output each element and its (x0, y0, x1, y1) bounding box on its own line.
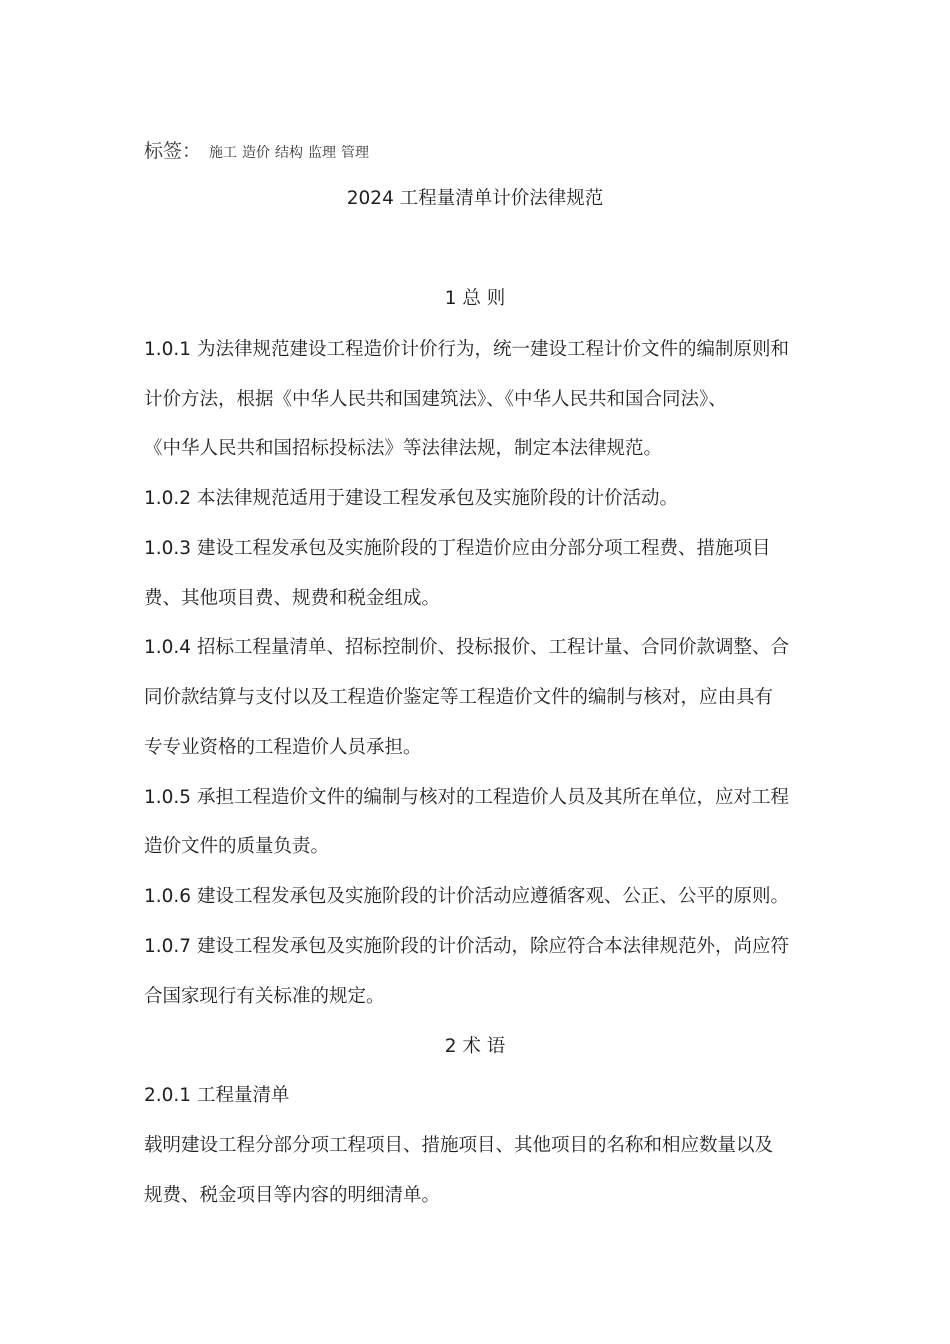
paragraph-line: 《中华人民共和国招标投标法》等法律法规，制定本法律规范。 (144, 438, 663, 459)
tag-item[interactable]: 监理 (308, 145, 337, 161)
section-heading: 2 术 语 (444, 1036, 506, 1057)
paragraph-line: 1.0.1 为法律规范建设工程造价计价行为，统一建设工程计价文件的编制原则和 (144, 339, 789, 360)
paragraph-line: 计价方法，根据《中华人民共和国建筑法》、《中华人民共和国合同法》、 (144, 389, 727, 410)
document-title: 2024 工程量清单计价法律规范 (346, 188, 604, 209)
paragraph-line: 载明建设工程分部分项工程项目、措施项目、其他项目的名称和相应数量以及 (144, 1135, 774, 1156)
tag-item[interactable]: 结构 (275, 145, 304, 161)
paragraph-line: 造价文件的质量负责。 (144, 836, 330, 857)
paragraph-line: 专专业资格的工程造价人员承担。 (144, 737, 422, 758)
paragraph-line: 1.0.3 建设工程发承包及实施阶段的丁程造价应由分部分项工程费、措施项目 (144, 538, 771, 559)
tags-label: 标签： (144, 140, 202, 162)
paragraph-line: 同价款结算与支付以及工程造价鉴定等工程造价文件的编制与核对，应由具有 (144, 687, 774, 708)
tag-item[interactable]: 造价 (242, 145, 271, 161)
paragraph-line: 1.0.5 承担工程造价文件的编制与核对的工程造价人员及其所在单位，应对工程 (144, 787, 789, 808)
paragraph-line: 费、其他项目费、规费和税金组成。 (144, 588, 441, 609)
paragraph-line: 1.0.6 建设工程发承包及实施阶段的计价活动应遵循客观、公正、公平的原则。 (144, 886, 789, 907)
tags-row (144, 136, 374, 164)
paragraph-line: 1.0.7 建设工程发承包及实施阶段的计价活动，除应符合本法律规范外，尚应符 (144, 936, 789, 957)
paragraph-line: 1.0.4 招标工程量清单、招标控制价、投标报价、工程计量、合同价款调整、合 (144, 637, 789, 658)
section-heading: 1 总 则 (444, 288, 506, 309)
tag-item[interactable]: 施工 (209, 145, 238, 161)
paragraph-line: 1.0.2 本法律规范适用于建设工程发承包及实施阶段的计价活动。 (144, 488, 678, 509)
tag-item[interactable]: 管理 (341, 145, 370, 161)
paragraph-line: 规费、税金项目等内容的明细清单。 (144, 1185, 441, 1206)
paragraph-line: 合国家现行有关标准的规定。 (144, 986, 385, 1007)
paragraph-line: 2.0.1 工程量清单 (144, 1085, 290, 1106)
